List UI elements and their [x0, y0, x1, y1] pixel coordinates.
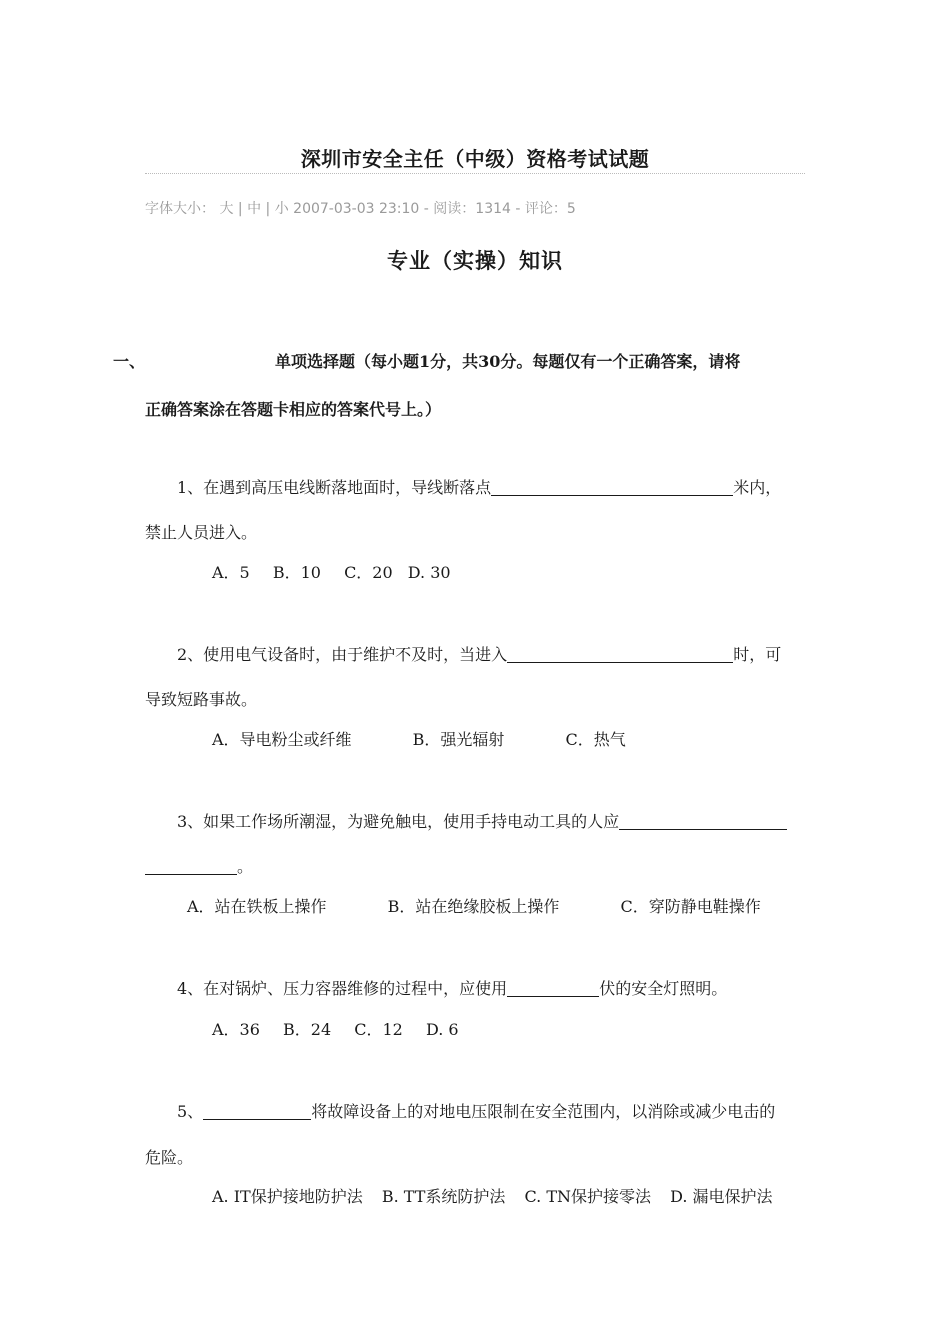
document-title: 深圳市安全主任（中级）资格考试试题 [300, 147, 650, 171]
question-4 [177, 976, 727, 999]
question-3-continuation [145, 854, 253, 877]
question-text: 4、在对锅炉、压力容器维修的过程中，应使用 [177, 979, 508, 998]
option-a[interactable]: A. IT保护接地防护法 [212, 1187, 363, 1206]
section-heading-line2: 正确答案涂在答题卡相应的答案代号上。） [145, 400, 442, 419]
question-1-options [212, 560, 451, 583]
answer-blank [203, 1103, 311, 1120]
question-5-options [212, 1184, 773, 1207]
option-d[interactable]: D. 6 [425, 1020, 459, 1039]
question-2 [177, 642, 781, 665]
question-text: 2、使用电气设备时，由于维护不及时，当进入 [177, 645, 508, 664]
option-b[interactable]: B．站在绝缘胶板上操作 [387, 897, 560, 916]
title-divider [145, 173, 805, 174]
question-2-continuation: 导致短路事故。 [145, 690, 258, 709]
meta-separator: | [237, 201, 243, 217]
post-datetime: 2007-03-03 23:10 [293, 201, 420, 217]
meta-separator: | [265, 201, 271, 217]
answer-blank [491, 479, 733, 496]
question-text: 3、如果工作场所潮湿，为避免触电，使用手持电动工具的人应 [177, 812, 620, 831]
option-a[interactable]: A．站在铁板上操作 [187, 897, 327, 916]
question-1 [177, 475, 781, 498]
option-a[interactable]: A．5 [212, 563, 250, 582]
font-size-label: 字体大小： [145, 201, 215, 217]
comments-label: 评论： [524, 201, 567, 217]
answer-blank [507, 646, 733, 663]
reads-count: 1314 [475, 201, 511, 217]
option-d[interactable]: D. 漏电保护法 [670, 1187, 773, 1206]
question-text: 5、 [177, 1102, 204, 1121]
option-c[interactable]: C．12 [354, 1020, 403, 1039]
meta-dash: - [515, 201, 521, 217]
option-d[interactable]: D. 30 [407, 563, 451, 582]
question-text-suffix: 伏的安全灯照明。 [599, 979, 728, 998]
answer-blank [145, 858, 237, 875]
question-text-suffix: 将故障设备上的对地电压限制在安全范围内，以消除或减少电击的 [311, 1102, 776, 1121]
section-number: 一、 [113, 352, 146, 371]
option-b[interactable]: B．强光辐射 [412, 730, 505, 749]
question-4-options [212, 1017, 459, 1040]
question-text-suffix: 。 [237, 857, 254, 876]
meta-dash: - [423, 201, 429, 217]
question-2-options [212, 727, 626, 750]
section-heading-line1: 单项选择题（每小题1分，共30分。每题仅有一个正确答案，请将 [275, 352, 741, 371]
option-c[interactable]: C．热气 [565, 730, 626, 749]
option-b[interactable]: B．24 [283, 1020, 332, 1039]
reads-label: 阅读： [433, 201, 476, 217]
question-5 [177, 1099, 775, 1122]
option-c[interactable]: C. TN保护接零法 [524, 1187, 652, 1206]
question-text-suffix: 时，可 [733, 645, 782, 664]
option-a[interactable]: A．36 [212, 1020, 260, 1039]
answer-blank [619, 813, 787, 830]
comments-count[interactable]: 5 [566, 201, 576, 217]
font-size-large-link[interactable]: 大 [219, 201, 234, 217]
question-3-options [187, 894, 761, 917]
option-b[interactable]: B．10 [272, 563, 321, 582]
question-text: 1、在遇到高压电线断落地面时，导线断落点 [177, 478, 492, 497]
font-size-small-link[interactable]: 小 [274, 201, 289, 217]
answer-blank [507, 980, 599, 997]
question-text-suffix: 米内， [733, 478, 782, 497]
question-5-continuation: 危险。 [145, 1148, 194, 1167]
section-subtitle: 专业（实操）知识 [387, 248, 563, 273]
font-size-medium-link[interactable]: 中 [247, 201, 262, 217]
option-b[interactable]: B. TT系统防护法 [381, 1187, 506, 1206]
option-a[interactable]: A．导电粉尘或纤维 [212, 730, 352, 749]
option-c[interactable]: C．穿防静电鞋操作 [620, 897, 761, 916]
question-1-continuation: 禁止人员进入。 [145, 523, 258, 542]
article-meta [145, 198, 576, 218]
question-3 [177, 809, 787, 832]
option-c[interactable]: C．20 [344, 563, 393, 582]
